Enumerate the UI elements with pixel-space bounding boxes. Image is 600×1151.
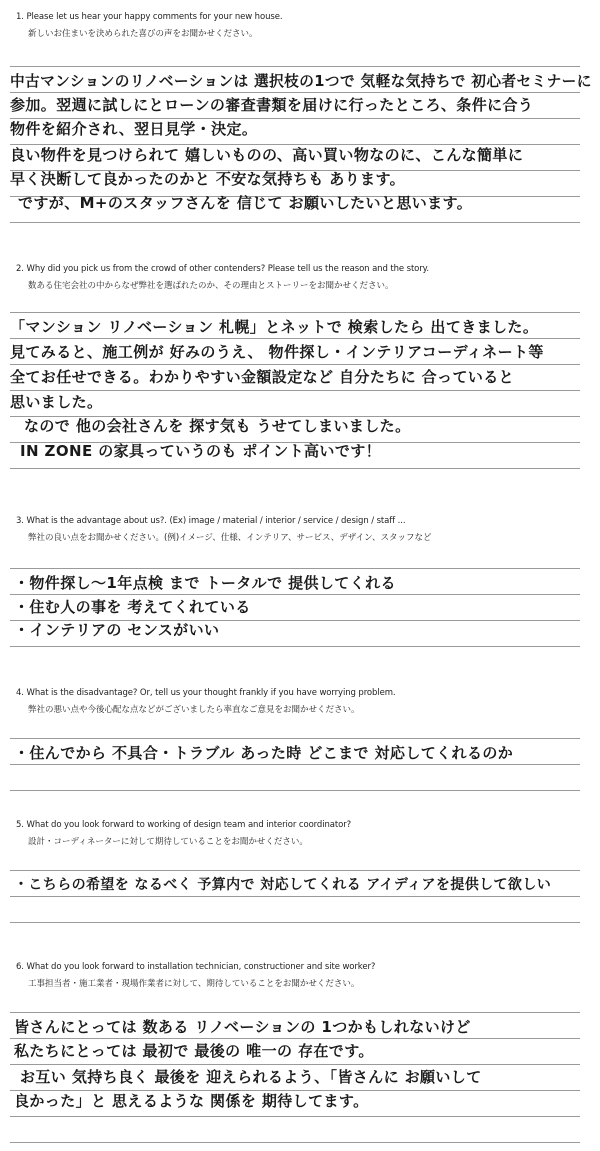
answer-2-line-1: 「マンション リノベーション 札幌」とネットで 検索したら 出てきました。 [10,318,539,336]
answer-3-line-2: ・住む人の事を 考えてくれている [14,598,251,616]
question-6-english: 6. What do you look forward to installation technician, constructioner and site worker? [16,962,376,972]
question-3-english: 3. What is the advantage about us?. (Ex) image / material / interior / service / design / staff ... [16,516,406,526]
answer-2-line-6: IN ZONE の家具っていうのも ポイント高いです！ [20,442,382,460]
answer-6-line-3: お互い 気持ち良く 最後を 迎えられるよう、「皆さんに お願いして [20,1068,482,1086]
question-6 [10,962,590,989]
answer-2-line-5: なので 他の会社さんを 探す気も うせてしまいました。 [24,417,411,435]
question-5-japanese: 設計・コーディネーターに対して期待していることをお聞かせください。 [28,837,308,847]
answer-5-line-1: ・こちらの希望を なるべく 予算内で 対応してくれる アイディアを提供して欲しい [14,877,552,893]
answer-1-line-4: 良い物件を見つけられて 嬉しいものの、高い買い物なのに、こんな簡単に [10,146,524,164]
question-2-english: 2. Why did you pick us from the crowd of other contenders? Please tell us the reason and the story. [16,264,429,274]
question-1 [10,12,590,39]
answer-1-line-2: 参加。翌週に試しにとローンの審査書類を届けに行ったところ、条件に合う [10,96,534,114]
question-6-japanese: 工事担当者・施工業者・現場作業者に対して、期待していることをお聞かせください。 [28,979,360,989]
answer-4-line-1: ・住んでから 不具合・トラブル あった時 どこまで 対応してくれるのか [14,744,514,762]
answer-3-line-1: ・物件探し〜1年点検 まで トータルで 提供してくれる [14,574,396,592]
question-2 [10,264,590,291]
answer-2-line-3: 全てお任せできる。わかりやすい金額設定など 自分たちに 合っていると [10,368,515,386]
answer-1-line-3: 物件を紹介され、翌日見学・決定。 [10,120,258,138]
answer-2-line-4: 思いました。 [10,393,103,411]
answer-6-line-4: 良かった」と 思えるような 関係を 期待してます。 [14,1092,369,1110]
answer-1-line-1: 中古マンションのリノベーションは 選択枝の1つで 気軽な気持ちで 初心者セミナーに [10,72,592,90]
question-3-japanese: 弊社の良い点をお聞かせください。(例)イメージ、仕様、インテリア、サービス、デザイン、スタッフなど [28,533,432,543]
answer-6-line-1: 皆さんにとっては 数ある リノベーションの 1つかもしれないけど [14,1018,471,1036]
answer-6-line-2: 私たちにとっては 最初で 最後の 唯一の 存在です。 [14,1042,374,1060]
question-4-english: 4. What is the disadvantage? Or, tell us your thought frankly if you have worrying problem. [16,688,396,698]
question-5-english: 5. What do you look forward to working of design team and interior coordinator? [16,820,352,830]
answer-3-line-3: ・インテリアの センスがいい [14,621,220,639]
question-4 [10,688,590,715]
answer-1-line-6: ですが、M+のスタッフさんを 信じて お願いしたいと思います。 [18,194,473,212]
question-1-japanese: 新しいお住まいを決められた喜びの声をお聞かせください。 [28,29,258,39]
answer-1-line-5: 早く決断して良かったのかと 不安な気持ちも あります。 [10,170,406,188]
question-3 [10,516,590,543]
question-1-english: 1. Please let us hear your happy comments for your new house. [16,12,283,22]
answer-2-line-2: 見てみると、施工例が 好みのうえ、 物件探し・インテリアコーディネート等 [10,343,544,361]
question-5 [10,820,590,847]
question-2-japanese: 数ある住宅会社の中からなぜ弊社を選ばれたのか、その理由とストーリーをお聞かせください。 [28,281,394,291]
question-4-japanese: 弊社の悪い点や今後心配な点などがございましたら率直なご意見をお聞かせください。 [28,705,360,715]
